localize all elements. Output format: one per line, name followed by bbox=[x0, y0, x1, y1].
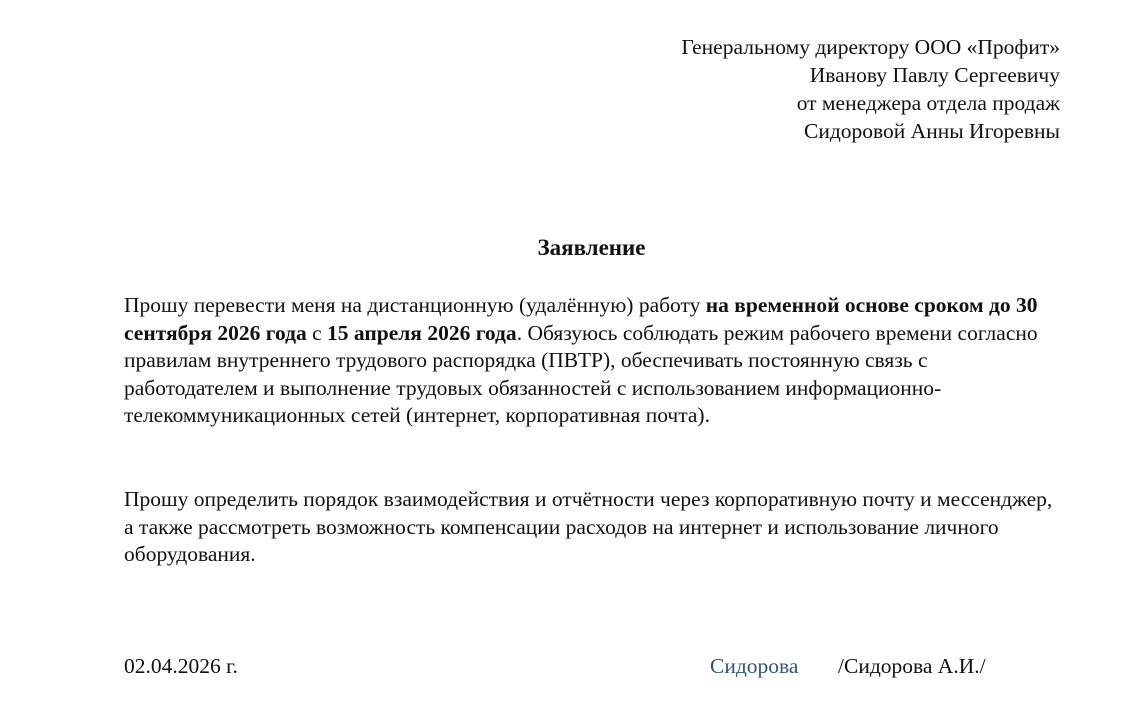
paragraph-request-bold-term: на временной основе сроком до 30 сентября 2026 года bbox=[124, 293, 1038, 345]
paragraph-request-bold-start-date: 15 апреля 2026 года bbox=[327, 320, 517, 345]
paragraph-interaction: Прошу определить порядок взаимодействия и отчётности через корпоративную почту и мессенджер, а также рассмотреть возможность компенсации расходов на интернет и использование личного оборудования. bbox=[124, 487, 1053, 567]
paragraph-request-text-2: с bbox=[306, 320, 328, 345]
signature: Сидорова bbox=[710, 654, 799, 678]
addressee-line-from: от менеджера отдела продаж bbox=[796, 91, 1060, 115]
addressee-line-director: Генеральному директору ООО «Профит» bbox=[681, 35, 1060, 59]
signature-decoding: /Сидорова А.И./ bbox=[838, 654, 986, 678]
document-title: Заявление bbox=[537, 235, 646, 260]
document-date: 02.04.2026 г. bbox=[124, 654, 238, 678]
paragraph-request bbox=[124, 292, 1064, 430]
paragraph-request-text-3: . Обязуюсь соблюдать режим рабочего времени согласно правилам внутреннего трудового распорядка (ПВТР), обеспечивать постоянную связь с работодателем и выполнение трудовых обязанностей с использованием информационно-телекоммуникационных сетей (интернет, корпоративная почта). bbox=[124, 320, 1038, 428]
addressee-block bbox=[681, 33, 1060, 145]
paragraph-request-text-1: Прошу перевести меня на дистанционную (удалённую) работу bbox=[124, 293, 706, 317]
addressee-line-director-name: Иванову Павлу Сергеевичу bbox=[809, 63, 1060, 87]
addressee-line-sender-name: Сидоровой Анны Игоревны bbox=[804, 119, 1060, 143]
